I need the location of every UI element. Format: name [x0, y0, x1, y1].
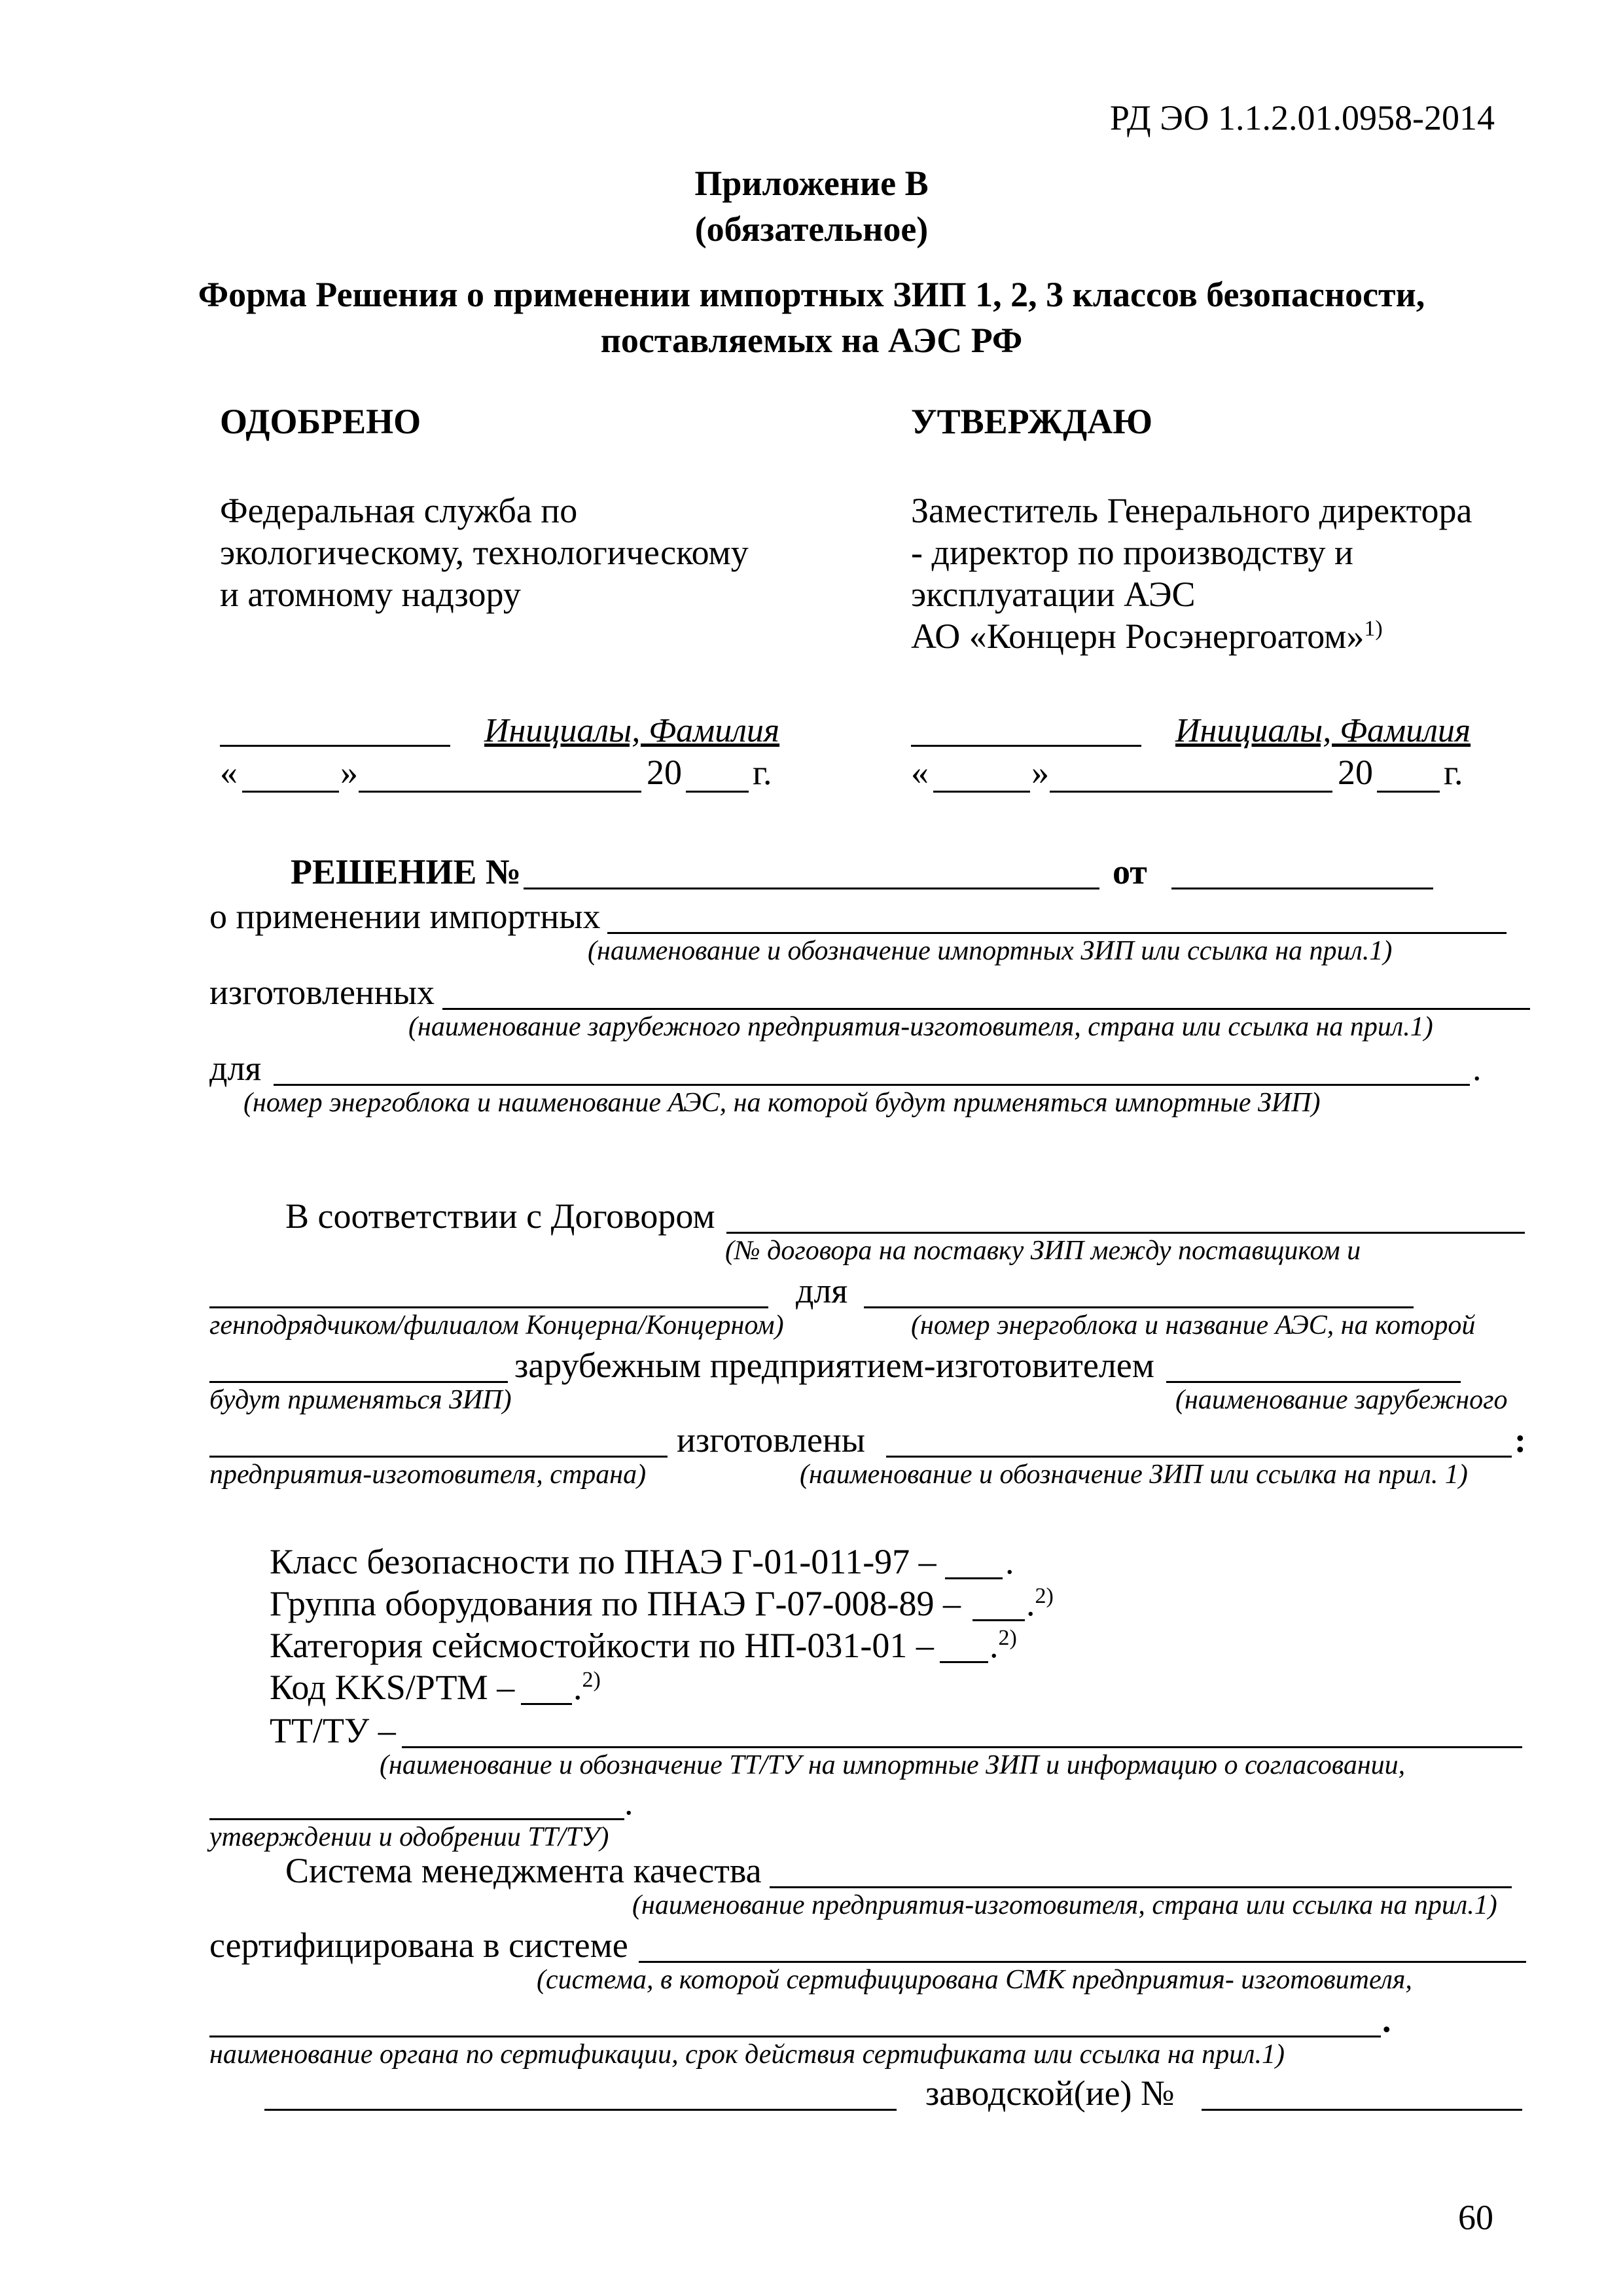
decision-date-line[interactable] — [1171, 888, 1433, 889]
contract-for-label: для — [796, 1271, 848, 1310]
left-date-open: « — [220, 753, 238, 792]
contract-unit-continued-line[interactable] — [209, 1381, 508, 1383]
equipment-group-end: .$^{2)}$ — [1026, 1584, 1054, 1623]
decision-number-label: РЕШЕНИЕ № — [291, 852, 522, 891]
qms-hint: (наименование предприятия-изготовителя, страна или ссылка на прил.1) — [632, 1890, 1497, 1920]
manufactured-label-2: изготовлены — [677, 1420, 866, 1460]
right-signature-line[interactable] — [911, 745, 1141, 747]
left-year-prefix: 20 — [647, 753, 682, 792]
approver-position-line2: - директор по производству и — [911, 533, 1353, 572]
form-title-line1: Форма Решения о применении импортных ЗИП 1, 2, 3 классов безопасности, — [198, 275, 1425, 314]
certified-system-hint: (система, в которой сертифицирована СМК предприятия- изготовителя, — [537, 1965, 1412, 1995]
left-date-month-line[interactable] — [359, 791, 641, 793]
kks-code-label: Код KKS/РТМ – — [270, 1668, 515, 1707]
footnote-2-marker: 2) — [998, 1626, 1017, 1650]
approve-heading: УТВЕРЖДАЮ — [911, 402, 1153, 441]
for-unit-line[interactable] — [274, 1084, 1470, 1086]
left-date-day-line[interactable] — [242, 791, 339, 793]
kks-code-end: .$^{2)}$ — [573, 1668, 601, 1707]
certification-body-hint: наименование органа по сертификации, срок действия сертификата или ссылка на прил.1) — [209, 2039, 1285, 2070]
document-code: РД ЭО 1.1.2.01.0958-2014 — [1109, 98, 1495, 137]
contract-unit-hint: (номер энергоблока и название АЭС, на которой — [911, 1310, 1476, 1340]
parts-manufactured-hint: (наименование и обозначение ЗИП или ссылка на прил. 1) — [800, 1460, 1468, 1490]
import-parts-hint: (наименование и обозначение импортных ЗИП или ссылка на прил.1) — [588, 936, 1393, 966]
safety-class-label: Класс безопасности по ПНАЭ Г-01-011-97 – — [270, 1542, 936, 1581]
seismic-category-label: Категория сейсмостойкости по НП-031-01 – — [270, 1626, 934, 1665]
certification-body-dot: . — [1382, 2000, 1391, 2039]
for-unit-label: для — [209, 1049, 262, 1088]
approver-org-line2: экологическому, технологическому — [220, 533, 749, 572]
manufactured-colon: : — [1514, 1420, 1526, 1460]
left-year-line[interactable] — [686, 791, 749, 793]
manufacturer-country-hint: предприятия-изготовителя, страна) — [209, 1460, 647, 1490]
safety-class-dot: . — [1005, 1542, 1014, 1581]
contract-parties-line[interactable] — [209, 1306, 768, 1308]
appendix-title: Приложение В — [694, 164, 929, 203]
foreign-manufacturer-label: зарубежным предприятием-изготовителем — [514, 1346, 1154, 1385]
left-date-close: » — [340, 753, 358, 792]
serial-number-label: заводской(ие) № — [925, 2073, 1175, 2113]
approver-position-line1: Заместитель Генерального директора — [911, 491, 1472, 530]
foreign-manufacturer-hint: (наименование зарубежного — [1175, 1385, 1508, 1415]
import-parts-line[interactable] — [607, 932, 1507, 934]
contract-parties-hint: генподрядчиком/филиалом Концерна/Концерном) — [209, 1310, 784, 1340]
right-year-suffix: г. — [1444, 753, 1463, 792]
for-unit-end: . — [1472, 1049, 1482, 1088]
footnote-2-marker: 2) — [1035, 1584, 1054, 1608]
for-unit-hint: (номер энергоблока и наименование АЭС, на которой будут применяться импортные ЗИП) — [243, 1088, 1321, 1118]
footnote-1-marker: 1) — [1364, 617, 1383, 641]
certified-label: сертифицирована в системе — [209, 1926, 628, 1965]
manufactured-label: изготовленных — [209, 973, 435, 1012]
contract-number-line[interactable] — [726, 1232, 1525, 1234]
appendix-mandatory: (обязательное) — [694, 209, 929, 249]
approved-heading: ОДОБРЕНО — [220, 402, 421, 441]
approver-org-line3: и атомному надзору — [220, 575, 521, 614]
certification-body-line[interactable] — [209, 2036, 1381, 2037]
equipment-group-label: Группа оборудования по ПНАЭ Г-07-008-89 – — [270, 1584, 961, 1623]
import-parts-label: о применении импортных — [209, 897, 601, 936]
decision-number-line[interactable] — [524, 888, 1099, 889]
left-signature-name: Инициалы, Фамилия — [484, 712, 780, 749]
tt-tu-hint-continued: утверждении и одобрении ТТ/ТУ) — [209, 1822, 609, 1852]
manufacturer-line[interactable] — [442, 1008, 1530, 1010]
approver-org-line1: Федеральная служба по — [220, 491, 578, 530]
right-date-day-line[interactable] — [933, 791, 1030, 793]
right-date-open: « — [911, 753, 929, 792]
approver-position-line4: АО «Концерн Росэнергоатом»$^{1)}$ — [911, 617, 1383, 656]
serial-parts-line[interactable] — [264, 2109, 897, 2111]
qms-line[interactable] — [770, 1886, 1512, 1888]
tt-tu-line[interactable] — [402, 1746, 1522, 1748]
qms-label: Система менеджмента качества — [285, 1851, 762, 1890]
contract-hint: (№ договора на поставку ЗИП между поставщиком и — [725, 1236, 1361, 1266]
safety-class-line[interactable] — [945, 1577, 1003, 1579]
right-year-line[interactable] — [1377, 791, 1440, 793]
decision-date-label: от — [1113, 852, 1147, 891]
right-year-prefix: 20 — [1338, 753, 1373, 792]
footnote-2-marker: 2) — [582, 1668, 601, 1692]
manufacturer-hint: (наименование зарубежного предприятия-изготовителя, страна или ссылка на прил.1) — [408, 1012, 1433, 1042]
parts-manufactured-line[interactable] — [886, 1456, 1512, 1458]
kks-code-line[interactable] — [521, 1703, 572, 1705]
equipment-group-line[interactable] — [972, 1619, 1025, 1621]
foreign-manufacturer-line[interactable] — [1166, 1381, 1461, 1383]
tt-tu-continued-line[interactable] — [209, 1818, 624, 1820]
page-number: 60 — [1458, 2198, 1493, 2237]
contract-label: В соответствии с Договором — [285, 1196, 715, 1236]
certified-system-line[interactable] — [639, 1961, 1526, 1963]
tt-tu-dot: . — [624, 1783, 633, 1822]
left-signature-line[interactable] — [220, 745, 450, 747]
manufacturer-country-line[interactable] — [209, 1456, 668, 1458]
right-date-close: » — [1031, 753, 1049, 792]
tt-tu-label: ТТ/ТУ – — [270, 1711, 396, 1750]
tt-tu-hint: (наименование и обозначение ТТ/ТУ на импортные ЗИП и информацию о согласовании, — [380, 1750, 1406, 1780]
left-year-suffix: г. — [753, 753, 772, 792]
seismic-category-line[interactable] — [940, 1661, 988, 1663]
right-signature-name: Инициалы, Фамилия — [1175, 712, 1471, 749]
contract-unit-hint-continued: будут применяться ЗИП) — [209, 1385, 512, 1415]
contract-unit-line[interactable] — [864, 1306, 1414, 1308]
seismic-category-end: .$^{2)}$ — [990, 1626, 1017, 1665]
form-title-line2: поставляемых на АЭС РФ — [600, 321, 1023, 360]
serial-number-line[interactable] — [1202, 2109, 1522, 2111]
approver-position-line3: эксплуатации АЭС — [911, 575, 1196, 614]
right-date-month-line[interactable] — [1050, 791, 1332, 793]
